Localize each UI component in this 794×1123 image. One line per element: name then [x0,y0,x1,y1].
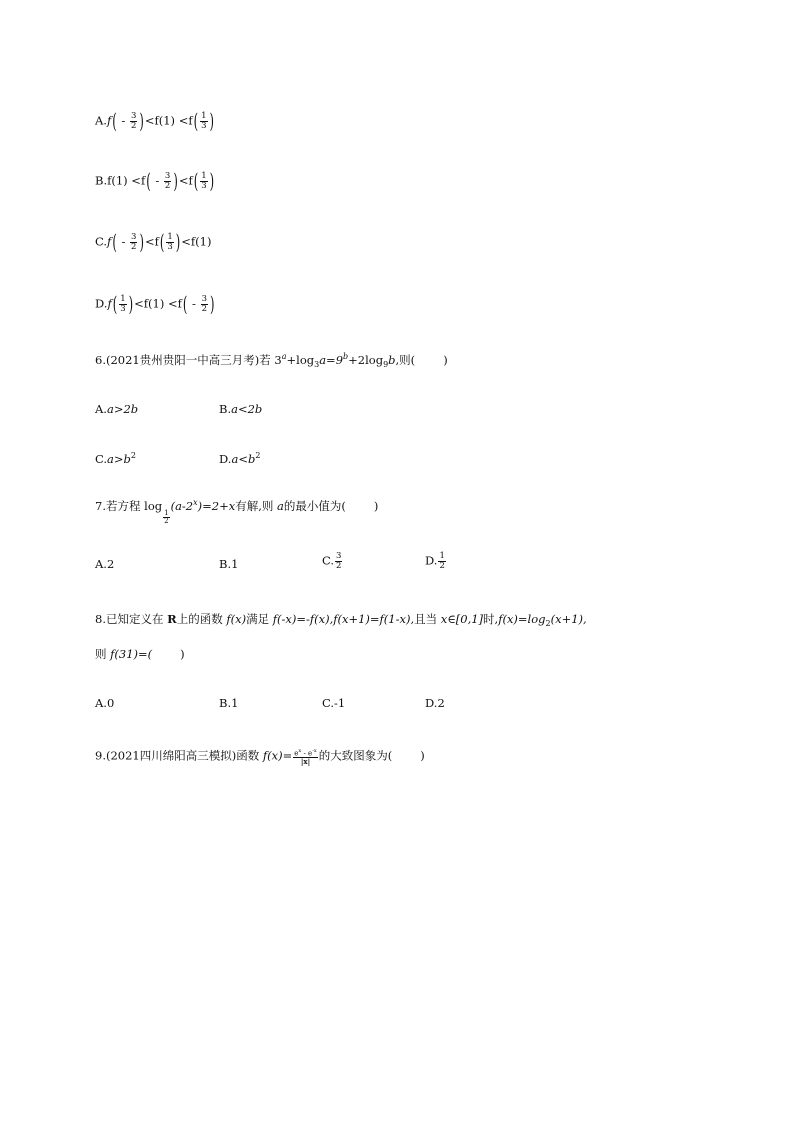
denominator: 2 [130,121,137,131]
fraction [201,295,208,314]
expr: f [107,296,112,311]
superscript: x [193,498,198,507]
denominator: 2 [164,181,171,191]
question-8-line-2 [95,646,185,662]
question-text: ) [420,748,425,763]
expr: +2log [348,353,384,367]
expr: a=9 [319,353,344,367]
numerator: 1 [201,171,207,181]
denominator: 2 [336,561,342,571]
expr: log [144,499,163,513]
fraction [119,295,126,314]
option-label: B. [219,557,232,571]
q5-option-d [95,291,216,316]
option-text: 2 [437,696,445,710]
expr: +log [286,353,315,367]
question-text: 则 [95,647,107,661]
paren: ( [182,291,188,316]
q7-option-a [95,557,114,571]
option-label: D. [219,452,232,466]
q8-option-c [322,696,345,710]
paren: ( [193,168,199,193]
log-base-fraction [163,510,169,525]
question-text: (2021贵州贵阳一中高三月考)若 [105,353,271,367]
paren: ( [112,291,118,316]
q8-options-row [95,696,595,712]
question-9 [95,747,425,766]
expr: - e [301,749,313,758]
fraction [166,233,173,252]
expr: <f(1) [181,234,212,249]
fraction [293,747,317,766]
numerator: 1 [164,509,169,517]
question-text: 时, [483,612,499,626]
expr: e [294,749,299,758]
expr: <f [178,173,193,188]
option-text: 1 [231,557,239,571]
option-label: B. [219,402,232,416]
expr: f(x)=log [498,612,546,626]
numerator: 3 [201,294,208,304]
expr: f(x) [226,612,247,626]
question-number: 7. [95,499,106,513]
paren: ) [210,291,215,316]
fraction [164,172,171,191]
option-label: A. [95,113,107,128]
numerator: 3 [131,232,137,242]
fraction [438,552,445,571]
superscript: -x [312,748,317,754]
paren: ) [139,108,144,133]
question-text: 上的函数 [176,612,223,626]
fraction [130,112,137,131]
expr: (x+1), [550,612,587,626]
question-number: 8. [95,612,106,626]
question-text: (2021四川绵阳高三模拟)函数 [105,748,260,763]
q5-option-c [95,229,212,254]
question-text: 有解,则 [235,499,274,513]
question-text: 的最小值为( [283,499,346,513]
numerator: 1 [439,551,445,561]
question-text: ) [373,499,379,513]
question-text: 若方程 [105,499,141,513]
expr: f(31)=( [110,647,153,661]
expr: b [388,353,396,367]
option-label: A. [95,557,107,571]
question-text: 满足 [246,612,270,626]
expr: x∈[0,1] [440,612,484,626]
expr: (a-2 [170,499,194,513]
expr: f [106,113,112,128]
q6-option-b [219,402,262,416]
paren: ( [159,229,165,254]
q6-option-a [95,402,138,416]
option-label: B. [95,173,108,188]
expr: f(-x)=-f(x), [272,612,334,626]
paren: ) [209,168,215,193]
q7-option-d [425,552,447,571]
paren: ) [128,291,134,316]
denominator: 2 [201,304,208,314]
paren: ( [112,108,117,133]
denominator: |x| [300,757,311,767]
numerator: 1 [167,232,173,242]
numerator: 1 [201,111,207,121]
expr: f(x)= [262,748,293,763]
option-text: a>2b [106,402,139,416]
question-text: ) [443,353,448,367]
paren: ) [139,229,144,254]
question-7 [95,498,378,525]
q6-options-row-2 [95,451,595,467]
option-text: 0 [106,696,115,710]
option-label: C. [322,696,335,710]
expr: a [277,499,284,513]
expr: R [167,612,177,626]
option-label: C. [95,452,108,466]
expr: f(x+1)=f(1-x), [333,612,415,626]
option-label: A. [95,696,107,710]
paren: ( [112,229,117,254]
question-text: ,则( [395,353,416,367]
q7-options-row [95,552,595,576]
expr: )=2+x [197,499,236,513]
subscript: 2 [545,619,551,628]
superscript: b [343,352,349,361]
expr: - [155,173,160,188]
numerator: 1 [120,294,126,304]
fraction [130,233,137,252]
option-label: D. [425,696,438,710]
superscript: x [298,748,302,754]
expr: - [121,113,126,128]
question-6 [95,352,448,369]
denominator: 3 [201,181,207,191]
subscript: 3 [314,360,320,369]
expr: - [192,296,196,311]
option-label: D. [95,296,108,311]
option-label: D. [425,553,438,568]
denominator: 3 [167,242,173,252]
denominator: 2 [131,242,137,252]
expr: - [121,234,126,249]
fraction [200,112,207,131]
q5-option-a [95,108,215,133]
q5-option-b [95,168,215,193]
subscript: 9 [383,360,389,369]
expr: <f [144,234,159,249]
option-text: a<b [231,452,256,466]
paren: ) [209,108,215,133]
q8-option-b [219,696,238,710]
question-number: 6. [95,353,106,367]
question-text: 的大致图象为( [318,748,393,763]
numerator: 3 [336,551,342,561]
denominator: 3 [120,304,126,314]
expr: <f(1) <f [134,296,182,311]
question-text: 且当 [414,612,438,626]
question-number: 9. [95,748,106,763]
question-text: 已知定义在 [105,612,164,626]
option-text: a<2b [231,402,263,416]
q6-option-d [219,451,260,466]
option-label: A. [95,402,107,416]
question-text: ) [180,647,185,661]
superscript: 2 [130,451,136,460]
expr: f(1) <f [107,173,146,188]
q6-options-row-1 [95,402,595,418]
numerator: 3 [130,111,137,121]
option-text: 1 [231,696,239,710]
q8-option-a [95,696,114,710]
option-label: B. [219,696,232,710]
denominator: 2 [164,517,169,525]
option-text: a>b [107,452,131,466]
expr: f [107,234,112,249]
paren: ) [173,168,178,193]
expr: 3 [274,353,282,367]
paren: ) [175,229,181,254]
q8-option-d [425,696,445,710]
q7-option-c [322,552,343,571]
q6-option-c [95,451,136,466]
question-8-line-1 [95,611,587,628]
option-text: 2 [106,557,115,571]
denominator: 3 [201,121,207,131]
fraction [335,552,342,571]
fraction [200,172,207,191]
q7-option-b [219,557,238,571]
option-label: C. [95,234,108,249]
expr: <f(1) <f [144,113,193,128]
superscript: a [281,352,287,361]
option-label: C. [322,553,335,568]
paren: ( [146,168,151,193]
numerator: 3 [164,171,171,181]
option-text: -1 [334,696,346,710]
denominator: 2 [439,561,445,571]
superscript: 2 [255,451,261,460]
paren: ( [193,108,199,133]
